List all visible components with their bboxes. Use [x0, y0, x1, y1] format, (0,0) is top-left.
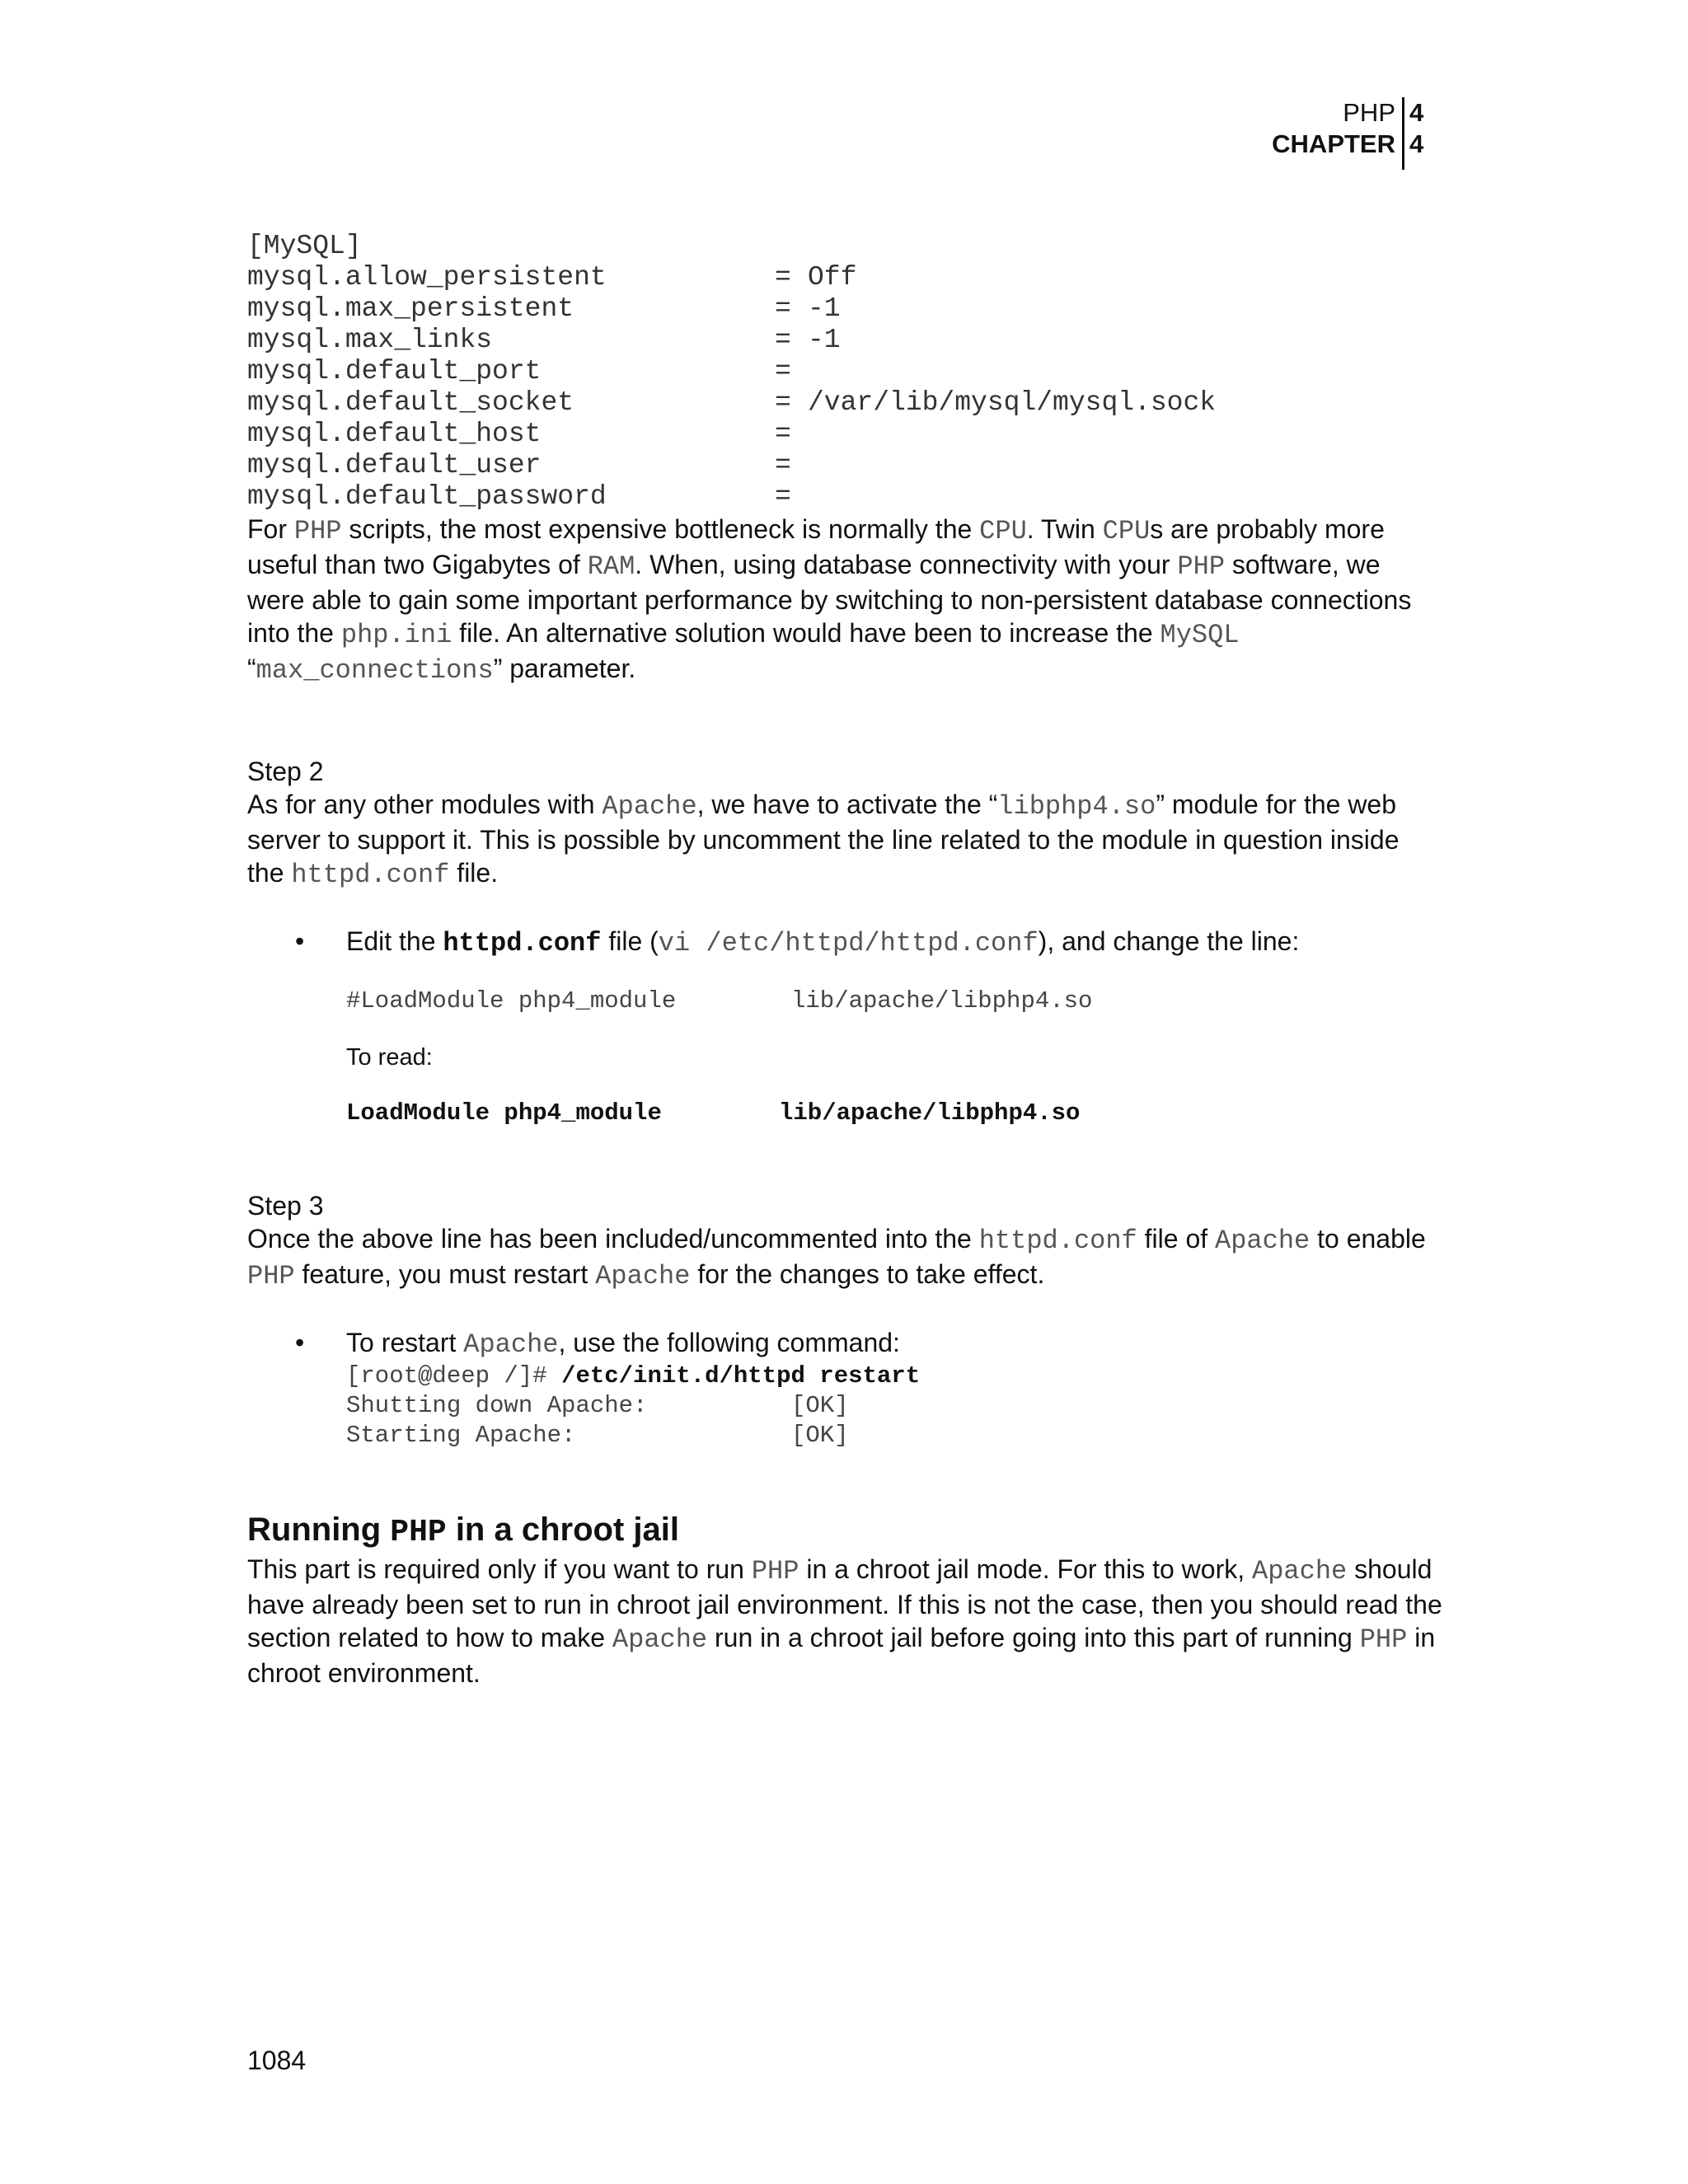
old-loadmodule-line: #LoadModule php4_module lib/apache/libphp4.so — [346, 987, 1093, 1015]
step-3-paragraph: Once the above line has been included/uncommented into the httpd.conf file of Apache to enable PHP feature, you must restart Apache for the changes to take effect. — [247, 1224, 1426, 1291]
header-chapter-row — [1272, 129, 1432, 170]
restart-command-line: [root@deep /]# /etc/init.d/httpd restart — [346, 1362, 921, 1390]
list-item: • Edit the httpd.conf file (vi /etc/httpd/httpd.conf), and change the line: — [295, 926, 1300, 958]
mysql-config-block — [247, 231, 1442, 513]
page-number: 1084 — [247, 2046, 307, 2075]
restart-output-line: Starting Apache: [OK] — [346, 1422, 849, 1449]
header-section-label: PHP — [1343, 97, 1404, 129]
step-3-bullets — [247, 1326, 1442, 1361]
restart-output-line: Shutting down Apache: [OK] — [346, 1392, 849, 1419]
config-line: mysql.allow_persistent = Off — [247, 262, 857, 293]
page-content — [247, 231, 1442, 1690]
step-2-heading: Step 2 — [247, 757, 324, 786]
list-item: • To restart Apache, use the following command: — [295, 1328, 900, 1360]
new-loadmodule-line: LoadModule php4_module lib/apache/libphp4.so — [346, 1099, 1081, 1127]
chroot-section-title: Running PHP in a chroot jail — [247, 1511, 679, 1550]
header-section-row — [1272, 97, 1432, 129]
config-line: mysql.default_user = — [247, 450, 791, 480]
intro-paragraph: For PHP scripts, the most expensive bottleneck is normally the CPU. Twin CPUs are probably more useful than two Gigabytes of RAM. When, using database connectivity with your PHP software, we were able to gain some important performance by switching to non-persistent database connections into the php.ini file. An alternative solution would have been to increase the MySQL “max_connections” parameter. — [247, 514, 1412, 686]
config-line: mysql.default_host = — [247, 419, 791, 449]
step-2-bullets — [247, 925, 1442, 960]
step-3-heading: Step 3 — [247, 1191, 324, 1221]
bullet-icon: • — [295, 926, 305, 956]
chroot-paragraph: This part is required only if you want to run PHP in a chroot jail mode. For this to work, Apache should have already been set to run in chroot jail environment. If this is not the case, then you should read the section related to how to make Apache run in a chroot jail before going into this part of running PHP in chroot environment. — [247, 1554, 1442, 1688]
config-line: mysql.default_socket = /var/lib/mysql/mysql.sock — [247, 387, 1217, 418]
header-chapter-label: CHAPTER — [1272, 129, 1404, 170]
to-read-label: To read: — [346, 1044, 433, 1071]
config-line: mysql.max_persistent = -1 — [247, 293, 841, 324]
page-header — [1272, 97, 1432, 170]
header-section-number: 4 — [1409, 98, 1424, 127]
config-line: mysql.default_password = — [247, 481, 791, 512]
header-chapter-number: 4 — [1409, 129, 1424, 158]
bullet-icon: • — [295, 1328, 305, 1357]
step-2-paragraph: As for any other modules with Apache, we have to activate the “libphp4.so” module for the web server to support it. This is possible by uncomment the line related to the module in question inside the httpd.conf file. — [247, 790, 1400, 890]
config-section-header: [MySQL] — [247, 231, 362, 261]
config-line: mysql.default_port = — [247, 356, 791, 387]
config-line: mysql.max_links = -1 — [247, 325, 841, 355]
